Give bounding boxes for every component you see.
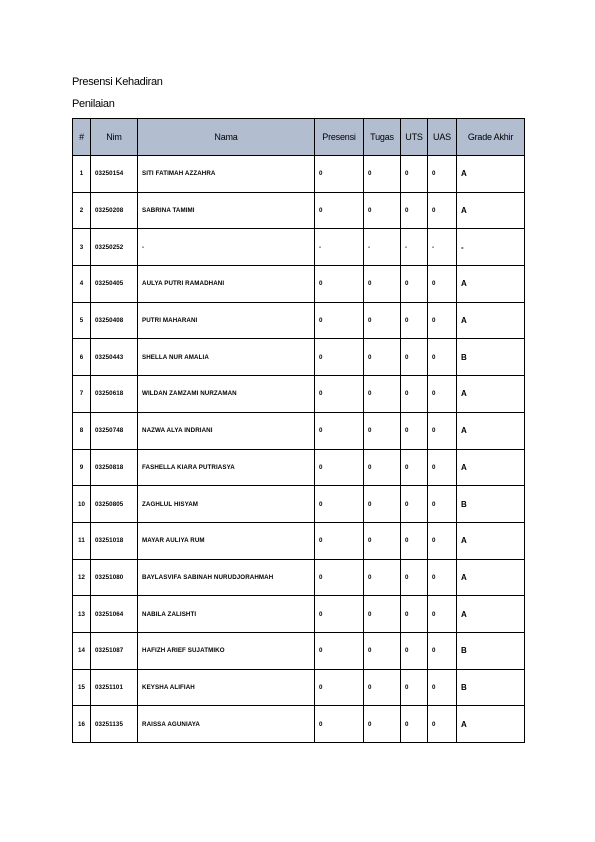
uts-cell: 0 [401,302,428,339]
attendance-heading: Presensi Kehadiran [72,76,163,88]
row-number: 7 [73,376,91,413]
column-header-number: # [73,119,91,156]
uas-cell: 0 [428,339,457,376]
nim-cell: 03250208 [91,192,138,229]
grade-cell: A [457,192,525,229]
nama-cell: SABRINA TAMIMI [138,192,315,229]
nama-cell: HAFIZH ARIEF SUJATMIKO [138,632,315,669]
grade-cell: A [457,302,525,339]
uas-cell: 0 [428,266,457,303]
nim-cell: 03250805 [91,486,138,523]
table-row [73,192,525,229]
tugas-cell: 0 [364,156,401,193]
grade-cell: A [457,522,525,559]
presensi-cell: 0 [315,596,364,633]
tugas-cell: 0 [364,669,401,706]
uas-cell: 0 [428,522,457,559]
uts-cell: 0 [401,412,428,449]
uts-cell: 0 [401,522,428,559]
grade-cell: A [457,156,525,193]
table-row [73,669,525,706]
table-row [73,486,525,523]
row-number: 13 [73,596,91,633]
nama-cell: RAISSA AGUNIAYA [138,706,315,743]
uas-cell: 0 [428,156,457,193]
uts-cell: 0 [401,596,428,633]
uas-cell: 0 [428,596,457,633]
tugas-cell: 0 [364,522,401,559]
table-body [73,156,525,743]
tugas-cell: 0 [364,192,401,229]
row-number: 11 [73,522,91,559]
nama-cell: NABILA ZALISHTI [138,596,315,633]
row-number: 9 [73,449,91,486]
grade-cell: A [457,266,525,303]
row-number: 14 [73,632,91,669]
uts-cell: 0 [401,192,428,229]
tugas-cell: 0 [364,302,401,339]
tugas-cell: - [364,229,401,266]
tugas-cell: 0 [364,266,401,303]
presensi-cell: 0 [315,156,364,193]
uts-cell: 0 [401,449,428,486]
nama-cell: SHELLA NUR AMALIA [138,339,315,376]
uas-cell: 0 [428,669,457,706]
nim-cell: 03250443 [91,339,138,376]
table-row [73,596,525,633]
uts-cell: 0 [401,486,428,523]
grade-cell: A [457,449,525,486]
grade-cell: B [457,632,525,669]
nim-cell: 03250154 [91,156,138,193]
nama-cell: KEYSHA ALIFIAH [138,669,315,706]
presensi-cell: 0 [315,449,364,486]
nim-cell: 03251101 [91,669,138,706]
tugas-cell: 0 [364,339,401,376]
nim-cell: 03251080 [91,559,138,596]
presensi-cell: 0 [315,266,364,303]
table-row [73,522,525,559]
table-row [73,559,525,596]
presensi-cell: 0 [315,302,364,339]
uts-cell: 0 [401,559,428,596]
nim-cell: 03250405 [91,266,138,303]
uts-cell: 0 [401,706,428,743]
uas-cell: 0 [428,486,457,523]
table-row [73,266,525,303]
nim-cell: 03250252 [91,229,138,266]
presensi-cell: 0 [315,669,364,706]
tugas-cell: 0 [364,596,401,633]
column-header-nama: Nama [138,119,315,156]
row-number: 8 [73,412,91,449]
grade-cell: A [457,706,525,743]
grade-cell: A [457,596,525,633]
nim-cell: 03251018 [91,522,138,559]
nim-cell: 03251064 [91,596,138,633]
presensi-cell: 0 [315,376,364,413]
row-number: 2 [73,192,91,229]
presensi-cell: 0 [315,192,364,229]
uas-cell: 0 [428,412,457,449]
table-row [73,156,525,193]
table-row [73,302,525,339]
nama-cell: MAYAR AULIYA RUM [138,522,315,559]
row-number: 1 [73,156,91,193]
nama-cell: AULYA PUTRI RAMADHANI [138,266,315,303]
grades-table [72,118,525,743]
nim-cell: 03251087 [91,632,138,669]
tugas-cell: 0 [364,449,401,486]
nama-cell: NAZWA ALYA INDRIANI [138,412,315,449]
nama-cell: SITI FATIMAH AZZAHRA [138,156,315,193]
uas-cell: 0 [428,706,457,743]
uts-cell: 0 [401,669,428,706]
row-number: 5 [73,302,91,339]
presensi-cell: 0 [315,632,364,669]
nama-cell: FASHELLA KIARA PUTRIASYA [138,449,315,486]
grade-cell: B [457,339,525,376]
table-row [73,449,525,486]
row-number: 3 [73,229,91,266]
nama-cell: BAYLASVIFA SABINAH NURUDJORAHMAH [138,559,315,596]
row-number: 12 [73,559,91,596]
grade-cell: B [457,486,525,523]
presensi-cell: 0 [315,486,364,523]
presensi-cell: 0 [315,706,364,743]
grade-cell: B [457,669,525,706]
grade-cell: A [457,559,525,596]
table-row [73,229,525,266]
uts-cell: 0 [401,376,428,413]
nim-cell: 03250408 [91,302,138,339]
nim-cell: 03250818 [91,449,138,486]
row-number: 10 [73,486,91,523]
grade-cell: - [457,229,525,266]
nim-cell: 03250748 [91,412,138,449]
uts-cell: 0 [401,156,428,193]
nama-cell: ZAGHLUL HISYAM [138,486,315,523]
presensi-cell: - [315,229,364,266]
column-header-uas: UAS [428,119,457,156]
column-header-nim: Nim [91,119,138,156]
uas-cell: 0 [428,449,457,486]
column-header-grade-akhir: Grade Akhir [457,119,525,156]
table-row [73,339,525,376]
nama-cell: PUTRI MAHARANI [138,302,315,339]
uts-cell: 0 [401,632,428,669]
column-header-uts: UTS [401,119,428,156]
presensi-cell: 0 [315,339,364,376]
row-number: 6 [73,339,91,376]
uas-cell: 0 [428,302,457,339]
column-header-presensi: Presensi [315,119,364,156]
nim-cell: 03251135 [91,706,138,743]
uas-cell: 0 [428,192,457,229]
tugas-cell: 0 [364,632,401,669]
uas-cell: 0 [428,376,457,413]
table-row [73,376,525,413]
uts-cell: - [401,229,428,266]
nama-cell: - [138,229,315,266]
grade-cell: A [457,412,525,449]
tugas-cell: 0 [364,376,401,413]
grading-heading: Penilaian [72,98,115,110]
nama-cell: WILDAN ZAMZAMI NURZAMAN [138,376,315,413]
tugas-cell: 0 [364,486,401,523]
uts-cell: 0 [401,266,428,303]
uts-cell: 0 [401,339,428,376]
uas-cell: 0 [428,559,457,596]
uas-cell: 0 [428,632,457,669]
nim-cell: 03250618 [91,376,138,413]
grade-cell: A [457,376,525,413]
table-header-row [73,119,525,156]
row-number: 15 [73,669,91,706]
presensi-cell: 0 [315,559,364,596]
row-number: 16 [73,706,91,743]
row-number: 4 [73,266,91,303]
table-row [73,706,525,743]
tugas-cell: 0 [364,706,401,743]
tugas-cell: 0 [364,559,401,596]
uas-cell: - [428,229,457,266]
presensi-cell: 0 [315,522,364,559]
table-row [73,632,525,669]
table-row [73,412,525,449]
presensi-cell: 0 [315,412,364,449]
column-header-tugas: Tugas [364,119,401,156]
tugas-cell: 0 [364,412,401,449]
